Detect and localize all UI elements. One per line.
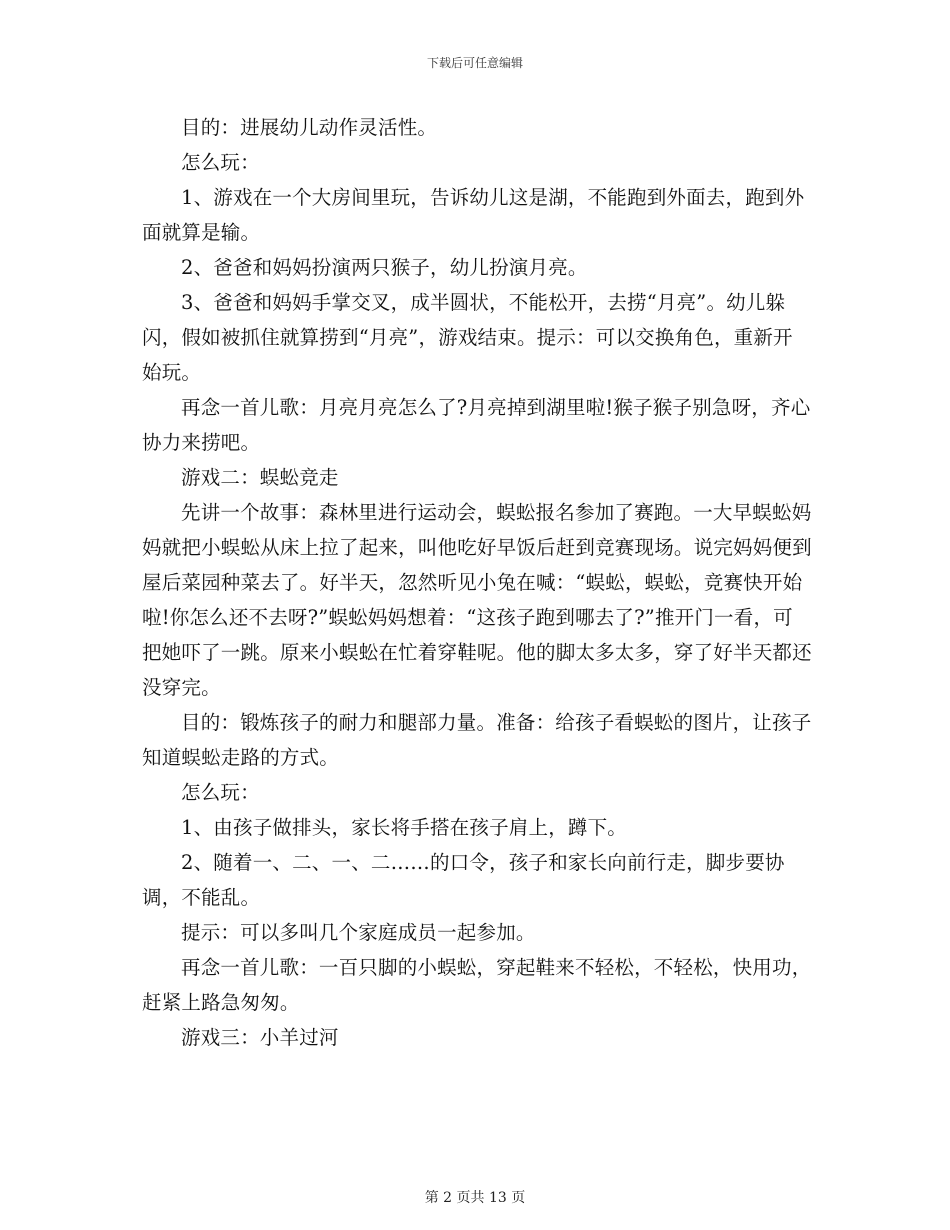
paragraph: 1、游戏在一个大房间里玩，告诉幼儿这是湖，不能跑到外面去，跑到外面就算是输。 [142,186,805,244]
paragraph: 2、随着一、二、一、二……的口令，孩子和家长向前行走，脚步要协调，不能乱。 [142,851,785,909]
paragraph: 1、由孩子做排头，家长将手搭在孩子肩上，蹲下。 [181,816,628,839]
paragraph: 先讲一个故事：森林里进行运动会，蜈蚣报名参加了赛跑。一大早蜈蚣妈妈就把小蜈蚣从床上拉了起来，叫他吃好早饭后赶到竞赛现场。说完妈妈便到屋后菜园种菜去了。好半天，忽然听见小兔在喊：“蜈蚣，蜈蚣，竞赛快开始啦!你怎么还不去呀?”蜈蚣妈妈想着：“这孩子跑到哪去了?”推开门一看，可把她吓了一跳。原来小蜈蚣在忙着穿鞋呢。他的脚太多太多，穿了好半天都还没穿完。 [142,501,812,699]
paragraph: 怎么玩： [181,151,260,174]
document-body [142,110,812,1055]
paragraph: 2、爸爸和妈妈扮演两只猴子，幼儿扮演月亮。 [181,256,588,279]
paragraph: 3、爸爸和妈妈手掌交叉，成半圆状，不能松开，去捞“月亮”。幼儿躲闪，假如被抓住就算捞到“月亮”，游戏结束。提示：可以交换角色，重新开始玩。 [142,291,793,384]
paragraph: 目的：进展幼儿动作灵活性。 [181,116,438,139]
paragraph: 再念一首儿歌：月亮月亮怎么了?月亮掉到湖里啦!猴子猴子别急呀，齐心协力来捞吧。 [142,396,811,454]
paragraph: 提示：可以多叫几个家庭成员一起参加。 [181,921,536,944]
paragraph: 怎么玩： [181,781,260,804]
paragraph: 目的：锻炼孩子的耐力和腿部力量。准备：给孩子看蜈蚣的图片，让孩子知道蜈蚣走路的方式。 [142,711,812,769]
page-footer: 第 2 页共 13 页 [424,1190,526,1206]
section-heading: 游戏二：蜈蚣竞走 [181,466,339,489]
section-heading: 游戏三：小羊过河 [181,1026,339,1049]
paragraph: 再念一首儿歌：一百只脚的小蜈蚣，穿起鞋来不轻松，不轻松，快用功，赶紧上路急匆匆。 [142,956,812,1014]
page-header: 下载后可任意编辑 [426,56,523,70]
